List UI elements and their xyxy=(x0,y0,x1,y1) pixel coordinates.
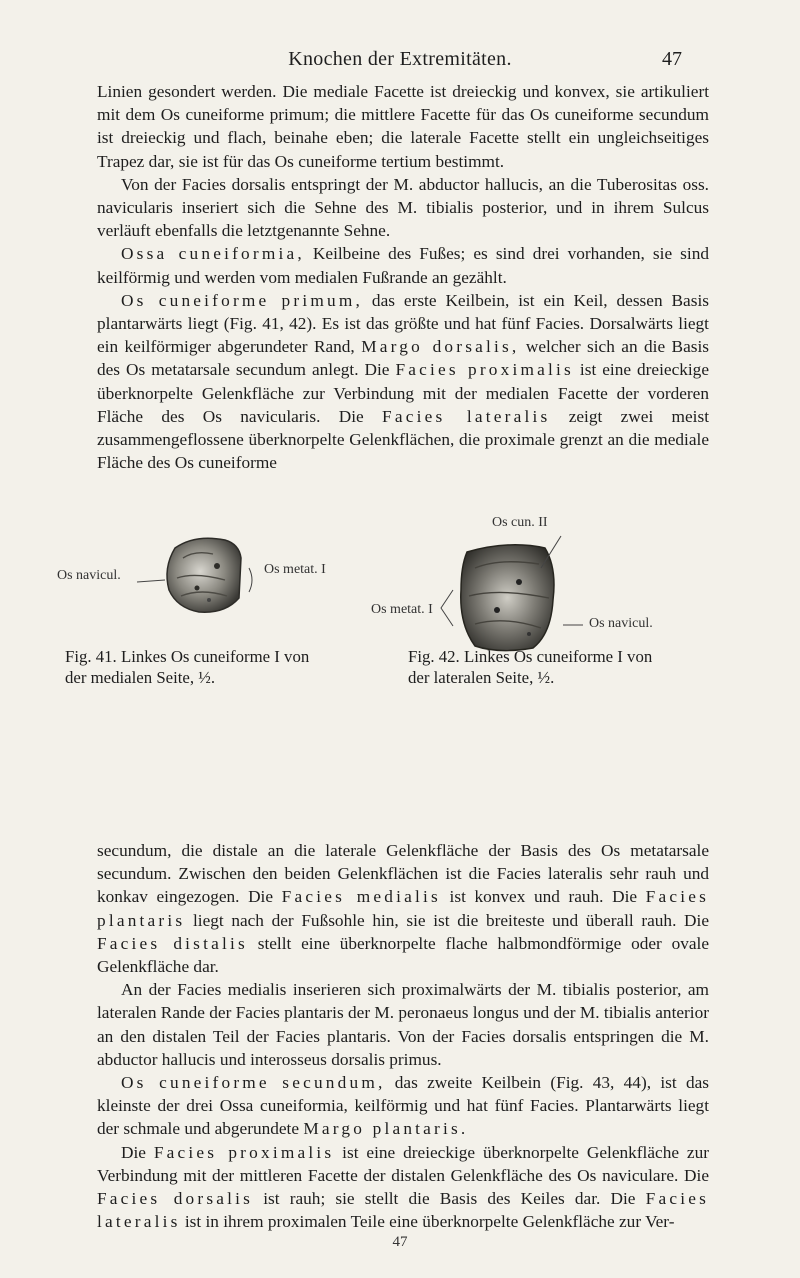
figure-41-label-os-metat: Os metat. I xyxy=(264,562,326,577)
figure-41-caption-line-1: Fig. 41. Linkes Os cuneiforme I von xyxy=(65,647,310,666)
term-facies-proximalis-2: Facies proximalis xyxy=(153,1142,335,1162)
paragraph-4 xyxy=(97,289,709,475)
term-facies-lateralis-2: Facies lateralis xyxy=(97,1189,709,1232)
p4-text-b: welcher sich an die Basis des Os metatarsale secundum anlegt. Die xyxy=(97,337,709,380)
p8-text-a: Die xyxy=(121,1142,154,1162)
term-os-cuneiforme-primum: Os cuneiforme primum, xyxy=(121,290,363,310)
term-ossa-cuneiformia: Ossa cuneiformia, xyxy=(121,244,305,264)
p5-text-c: liegt nach der Fußsohle hin, sie ist die breiteste und überall rauh. Die xyxy=(185,910,709,930)
figure-42-caption-line-2: der lateralen Seite, ½. xyxy=(408,668,555,687)
p4-text-c: ist eine dreieckige überknorpelte Gelenkfläche zur Verbindung mit der medialen Facette der vorderen Fläche des Os navicularis. Die xyxy=(97,360,709,426)
p7-text-a: das zweite Keilbein (Fig. 43, 44), ist das kleinste der drei Ossa cuneiformia, keilförmig und hat fünf Facies. Plantarwärts liegt der schmale und abgerundete xyxy=(97,1073,709,1139)
figure-42-label-os-navicul: Os navicul. xyxy=(589,616,653,631)
paragraph-6: An der Facies medialis inserieren sich proximalwärts der M. tibialis posterior, am lateralen Rande der Facies plantaris der M. peronaeus longus und der M. tibialis anterior an den distalen Teil der Facies plantaris. Von der Facies dorsalis entspringen die M. abductor hallucis und interosseus dorsalis primus. xyxy=(97,980,709,1069)
term-facies-dorsalis: Facies dorsalis xyxy=(97,1189,254,1209)
term-facies-plantaris: Facies plantaris xyxy=(97,887,710,930)
term-margo-dorsalis: Margo dorsalis, xyxy=(361,337,520,357)
footer-page-number: 47 xyxy=(392,1234,408,1250)
figure-41-caption-line-2: der medialen Seite, ½. xyxy=(65,668,216,687)
p4-text-d: zeigt zwei meist zusammengeflossene überknorpelte Gelenkflächen, die proximale grenzt an die mediale Fläche des Os cuneiforme xyxy=(97,406,710,473)
running-title: Knochen der Extremitäten. xyxy=(288,48,512,70)
figure-42-leader-top xyxy=(537,532,567,572)
figure-41-label-os-navicul: Os navicul. xyxy=(57,568,121,583)
running-header xyxy=(0,48,800,78)
term-facies-medialis: Facies medialis xyxy=(281,887,441,907)
paragraph-2: Von der Facies dorsalis entspringt der M. abductor hallucis, an die Tuberositas oss. navicularis inseriert sich die Sehne des M. tibialis posterior, und in ihrem Sulcus verläuft ebenfalls die letztgenannte Sehne. xyxy=(97,174,709,241)
term-facies-lateralis: Facies lateralis xyxy=(382,406,551,426)
figures-row xyxy=(57,510,709,790)
figure-42-label-os-metat: Os metat. I xyxy=(371,602,433,617)
p5-text-d: stellt eine überknorpelte flache halbmondförmige oder ovale Gelenkfläche dar. xyxy=(97,933,710,977)
term-margo-plantaris: Margo plantaris. xyxy=(303,1119,469,1139)
paragraph-8 xyxy=(97,1141,709,1234)
p8-text-c: ist rauh; sie stellt die Basis des Keiles dar. Die xyxy=(253,1189,646,1209)
p4-text-a: das erste Keilbein, ist ein Keil, dessen Basis plantarwärts liegt (Fig. 41, 42). Es ist das größte und hat fünf Facies. Dorsalwärts liegt ein keilförmiger abgerundeter Rand, xyxy=(97,290,709,357)
header-page-number: 47 xyxy=(662,48,682,70)
figure-42-label-os-cun-ii: Os cun. II xyxy=(492,515,548,530)
text-block-top xyxy=(97,80,709,474)
p5-text-a: secundum, die distale an die laterale Gelenkfläche der Basis des Os metatarsale secundum. Zwischen den beiden Gelenkflächen ist die Facies lateralis sehr rauh und konkav eingezogen. Die xyxy=(97,841,709,907)
p8-text-b: ist eine dreieckige überknorpelte Gelenkfläche zur Verbindung mit der mittleren Facette der distalen Gelenkfläche des Os naviculare. Die xyxy=(97,1142,709,1185)
paragraph-5 xyxy=(97,839,709,978)
figure-42-leader-left xyxy=(437,588,457,628)
paragraph-7 xyxy=(97,1071,709,1141)
p5-text-b: ist konvex und rauh. Die xyxy=(440,887,646,907)
term-os-cuneiforme-secundum: Os cuneiforme secundum, xyxy=(121,1073,386,1093)
paragraph-3-text: Keilbeine des Fußes; es sind drei vorhanden, sie sind keilförmig und werden vom medialen Fußrande an gezählt. xyxy=(97,244,709,287)
figure-42-leader-right xyxy=(563,620,587,630)
term-facies-distalis: Facies distalis xyxy=(97,933,248,953)
figure-42-caption-line-1: Fig. 42. Linkes Os cuneiforme I von xyxy=(408,647,653,666)
paragraph-3 xyxy=(97,242,709,288)
p8-text-d: ist in ihrem proximalen Teile eine überknorpelte Gelenkfläche zur Ver- xyxy=(180,1212,675,1232)
term-facies-proximalis: Facies proximalis xyxy=(395,360,574,380)
text-block-bottom xyxy=(97,839,709,1233)
figure-41-bone-image xyxy=(155,528,255,628)
paragraph-1: Linien gesondert werden. Die mediale Facette ist dreieckig und konvex, sie artikuliert mit dem Os cuneiforme primum; die mittlere Facette für das Os cuneiforme secundum ist dreieckig und flach, beinahe eben; die laterale Facette stellt ein ungleichseitiges Trapez dar, sie ist für das Os cuneiforme tertium bestimmt. xyxy=(97,82,709,171)
